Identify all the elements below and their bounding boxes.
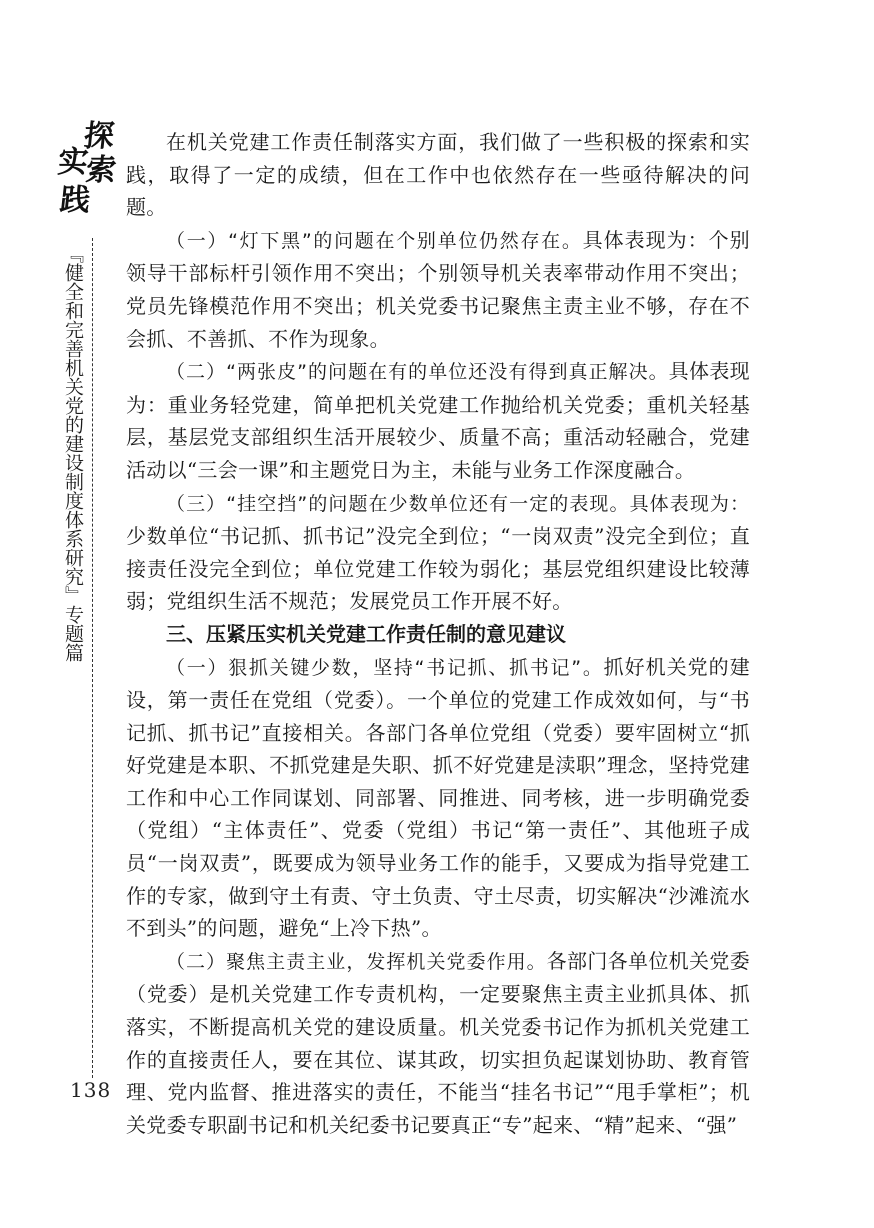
logo-char-suo: 索 <box>84 153 118 188</box>
logo-char-tan: 探 <box>82 119 116 154</box>
paragraph-suggestion-1 <box>126 651 750 945</box>
issue-1-lead: （一）“灯下黑”的问题在个别单位仍然存在。 <box>166 229 583 252</box>
issue-3-lead: （三）“挂空挡”的问题在少数单位还有一定的表现。具体表现为： <box>166 492 750 515</box>
sidebar <box>56 118 118 1108</box>
series-logo <box>56 118 118 230</box>
paragraph-issue-3 <box>126 487 750 618</box>
issue-2-text: 具体表现为：重业务轻党建，简单把机关党建工作抛给机关党委；重机关轻基层，基层党支部组织生活开展较少、质量不高；重活动轻融合，党建活动以“三会一课”和主题党日为主，未能与业务工作深度融合。 <box>126 359 750 482</box>
paragraph-issue-2 <box>126 355 750 486</box>
suggestion-1-lead: （一）狠抓关键少数，坚持“书记抓、抓书记”。 <box>166 656 604 679</box>
suggestion-2-text: 各部门各单位机关党委（党委）是机关党建工作专责机构，一定要聚焦主责主业抓具体、抓落实，不断提高机关党的建设质量。机关党委书记作为抓机关党建工作的直接责任人，要在其位、谋其政，切实担负起谋划协助、教育管理、党内监督、推进落实的责任，不能当“挂名书记”“甩手掌柜”；机关党委专职副书记和机关纪委书记要真正“专”起来、“精”起来、“强” <box>126 948 750 1137</box>
main-text <box>126 126 750 1141</box>
logo-char-shi: 实 <box>56 145 90 180</box>
suggestion-1-text: 抓好机关党的建设，第一责任在党组（党委）。一个单位的党建工作成效如何，与“书记抓、抓书记”直接相关。各部门各单位党组（党委）要牢固树立“抓好党建是本职、不抓党建是失职、抓不好党建是渎职”理念，坚持党建工作和中心工作同谋划、同部署、同推进、同考核，进一步明确党委（党组）“主体责任”、党委（党组）书记“第一责任”、其他班子成员“一岗双责”，既要成为领导业务工作的能手，又要成为指导党建工作的专家，做到守土有责、守土负责、守土尽责，切实解决“沙滩流水不到头”的问题，避免“上冷下热”。 <box>126 654 750 941</box>
page-number: 138 <box>70 1078 112 1102</box>
issue-3-text: 少数单位“书记抓、抓书记”没完全到位；“一岗双责”没完全到位；直接责任没完全到位；单位党建工作较为弱化；基层党组织建设比较薄弱；党组织生活不规范；发展党员工作开展不好。 <box>126 524 750 614</box>
suggestion-2-lead: （二）聚焦主责主业，发挥机关党委作用。 <box>166 950 547 973</box>
paragraph-issue-1 <box>126 224 750 355</box>
paragraph-intro: 在机关党建工作责任制落实方面，我们做了一些积极的探索和实践，取得了一定的成绩，但在工作中也依然存在一些亟待解决的问题。 <box>126 130 750 220</box>
logo-char-jian: 践 <box>58 183 92 218</box>
series-title: 『健全和完善机关党的建设制度体系研究』专题篇 <box>62 244 84 662</box>
paragraph-suggestion-2 <box>126 945 750 1142</box>
sidebar-dashed-divider <box>92 238 93 1078</box>
issue-2-lead: （二）“两张皮”的问题在有的单位还没有得到真正解决。 <box>166 361 669 384</box>
section-heading-3: 三、压紧压实机关党建工作责任制的意见建议 <box>166 621 566 646</box>
issue-1-text: 具体表现为：个别领导干部标杆引领作用不突出；个别领导机关表率带动作用不突出；党员先锋模范作用不突出；机关党委书记聚焦主责主业不够，存在不会抓、不善抓、不作为现象。 <box>126 227 750 351</box>
